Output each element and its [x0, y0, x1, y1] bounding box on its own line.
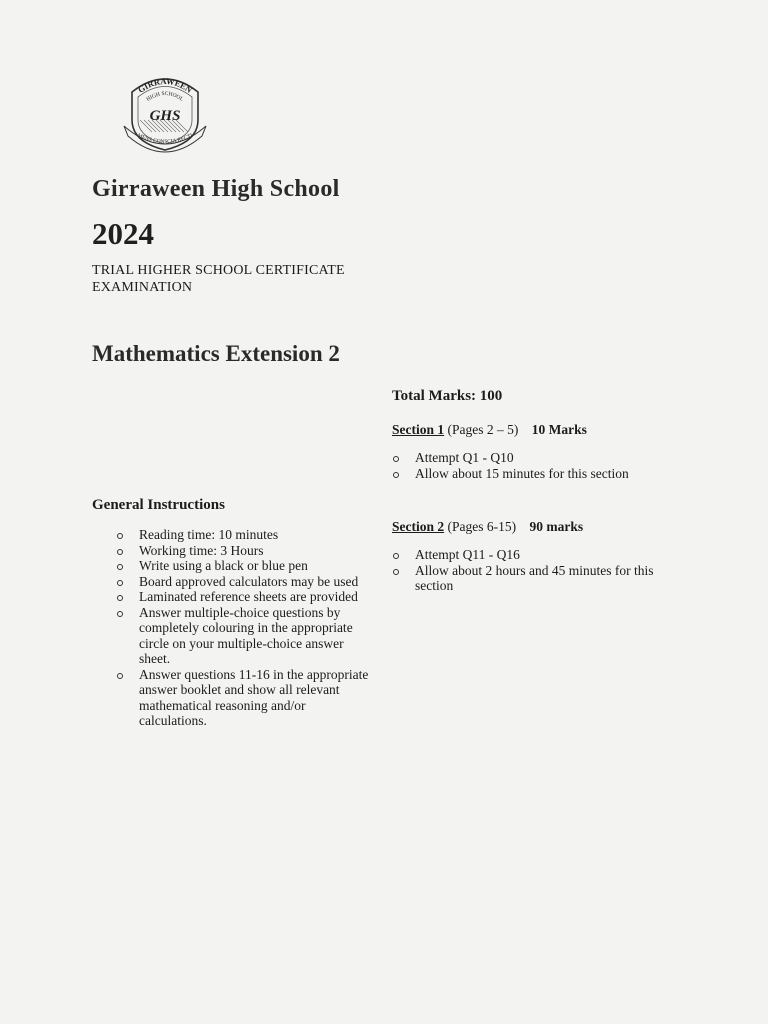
section-1-list	[392, 450, 692, 481]
svg-text:GHS: GHS	[149, 108, 181, 124]
school-crest-logo	[118, 70, 212, 154]
list-item: Working time: 3 Hours	[116, 543, 376, 559]
list-item: Answer multiple-choice questions by completely colouring in the appropriate circle on your multiple-choice answer sheet.	[116, 605, 376, 667]
list-item: Write using a black or blue pen	[116, 558, 376, 574]
list-item: Allow about 15 minutes for this section	[392, 466, 692, 482]
section-1-label: Section 1	[392, 422, 445, 437]
bullet-icon	[393, 553, 399, 559]
bullet-icon	[117, 549, 123, 555]
section-2-pages: (Pages 6-15)	[447, 519, 517, 534]
section-2-list	[392, 547, 692, 594]
subject-title: Mathematics Extension 2	[92, 341, 340, 366]
bullet-icon	[393, 472, 399, 478]
general-instructions-list	[116, 527, 376, 729]
section-2-heading	[392, 519, 583, 535]
list-item: Reading time: 10 minutes	[116, 527, 376, 543]
bullet-icon	[117, 580, 123, 586]
section-1-heading	[392, 422, 587, 438]
general-instructions-heading: General Instructions	[92, 497, 225, 513]
bullet-icon	[393, 456, 399, 462]
exam-title-line-2: EXAMINATION	[92, 280, 193, 295]
exam-title-line-1: TRIAL HIGHER SCHOOL CERTIFICATE	[92, 263, 345, 278]
bullet-icon	[117, 611, 123, 617]
section-1-marks: 10 Marks	[531, 422, 587, 437]
section-2-label: Section 2	[392, 519, 445, 534]
school-name: Girraween High School	[92, 176, 340, 202]
section-1-pages: (Pages 2 – 5)	[447, 422, 519, 437]
bullet-icon	[117, 673, 123, 679]
bullet-icon	[393, 569, 399, 575]
bullet-icon	[117, 564, 123, 570]
bullet-icon	[117, 533, 123, 539]
svg-text:MENS CONSCIA RECTI: MENS CONSCIA RECTI	[136, 132, 194, 146]
bullet-icon	[117, 595, 123, 601]
total-marks: Total Marks: 100	[392, 388, 503, 404]
exam-year: 2024	[92, 216, 154, 251]
list-item: Attempt Q1 - Q10	[392, 450, 692, 466]
list-item: Answer questions 11-16 in the appropriate answer booklet and show all relevant mathematical reasoning and/or calculations.	[116, 667, 376, 729]
list-item: Attempt Q11 - Q16	[392, 547, 692, 563]
section-2-marks: 90 marks	[529, 519, 584, 534]
list-item: Board approved calculators may be used	[116, 574, 376, 590]
svg-text:HIGH SCHOOL: HIGH SCHOOL	[145, 90, 185, 103]
list-item: Laminated reference sheets are provided	[116, 589, 376, 605]
list-item: Allow about 2 hours and 45 minutes for this section	[392, 563, 692, 594]
svg-text:GIRRAWEEN: GIRRAWEEN	[136, 75, 195, 95]
